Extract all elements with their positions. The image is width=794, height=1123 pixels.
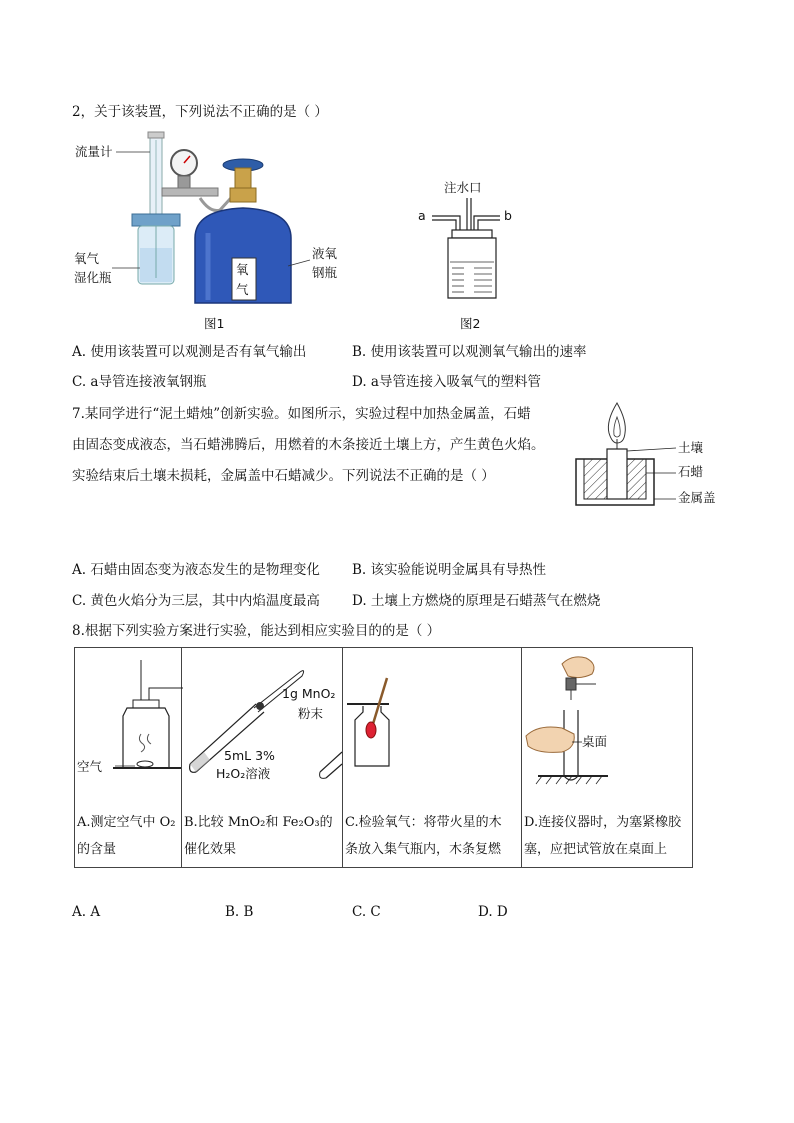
- q8-option-b: B. B: [225, 904, 254, 920]
- cell-b-drawing: [182, 648, 342, 805]
- q2-option-a: A. 使用该装置可以观测是否有氧气输出: [72, 344, 307, 360]
- mno2-label: 1g MnO₂: [282, 686, 336, 701]
- cell-a-caption: [75, 805, 181, 867]
- q7-line-1: 7.某同学进行“泥土蜡烛”创新实验。如图所示，实验过程中加热金属盖，石蜡: [72, 406, 531, 422]
- cylinder-label-2: 钢瓶: [312, 265, 338, 280]
- cell-c-drawing: [343, 648, 521, 805]
- q7-line-3: 实验结束后土壤未损耗，金属盖中石蜡减少。下列说法不正确的是（ ）: [72, 468, 495, 484]
- q2-option-d: D. a导管连接入吸氧气的塑料管: [352, 374, 541, 390]
- q2-figure-1: [70, 128, 360, 338]
- cell-a-caption-2: 的含量: [77, 842, 117, 857]
- q8-option-d: D. D: [478, 904, 508, 920]
- cell-b-figure: [182, 648, 342, 805]
- tube-b-label: b: [504, 208, 512, 223]
- q2-option-c: C. a导管连接液氧钢瓶: [72, 374, 207, 390]
- q2-stem: 2，关于该装置，下列说法不正确的是（ ）: [72, 104, 328, 120]
- q8-stem: 8.根据下列实验方案进行实验，能达到相应实验目的的是（ ）: [72, 623, 441, 639]
- cell-d-drawing: [522, 648, 692, 805]
- q7-line-2: 由固态变成液态，当石蜡沸腾后，用燃着的木条接近土壤上方，产生黄色火焰。: [72, 437, 545, 453]
- q7-option-c: C. 黄色火焰分为三层，其中内焰温度最高: [72, 593, 320, 609]
- h2o2-solution-label: H₂O₂溶液: [216, 766, 271, 781]
- q7-figure-mud-candle: [572, 403, 732, 513]
- cell-c-caption-2: 条放入集气瓶内，木条复燃: [345, 842, 502, 857]
- q7-option-a: A. 石蜡由固态变为液态发生的是物理变化: [72, 562, 320, 578]
- tube-a-label: a: [418, 208, 426, 223]
- cylinder-label-1: 液氧: [312, 246, 338, 261]
- soil-label: 土壤: [678, 440, 704, 455]
- cell-d-figure: [522, 648, 692, 805]
- cell-a-drawing: [75, 648, 181, 805]
- cylinder-tag-1: 氧: [236, 262, 249, 277]
- humidifier-label-2: 湿化瓶: [74, 270, 112, 285]
- water-inlet-label: 注水口: [444, 180, 482, 195]
- cell-d-caption-2: 塞，应把试管放在桌面上: [524, 842, 668, 857]
- cell-a-caption-1: A.测定空气中 O₂: [77, 815, 176, 830]
- air-label: 空气: [77, 759, 103, 774]
- cell-b-caption-2: 催化效果: [184, 842, 237, 857]
- table-surface-label: 桌面: [582, 734, 608, 749]
- cell-d-caption: [522, 805, 692, 867]
- figure-1-caption: 图1: [204, 316, 225, 331]
- q2-figure-2: [412, 178, 532, 338]
- q8-experiment-table: [74, 647, 693, 868]
- humidifier-label-1: 氧气: [74, 251, 100, 266]
- q2-option-b: B. 使用该装置可以观测氧气输出的速率: [352, 344, 587, 360]
- q7-option-b: B. 该实验能说明金属具有导热性: [352, 562, 547, 578]
- h2o2-volume-label: 5mL 3%: [224, 748, 275, 763]
- cell-c-caption: [343, 805, 521, 867]
- cell-b-caption: [182, 805, 342, 867]
- cell-b-caption-1: B.比较 MnO₂和 Fe₂O₃的: [184, 815, 333, 830]
- cell-c-caption-1: C.检验氧气：将带火星的木: [345, 815, 502, 830]
- q7-option-d: D. 土壤上方燃烧的原理是石蜡蒸气在燃烧: [352, 593, 601, 609]
- wax-label: 石蜡: [678, 464, 704, 479]
- cylinder-tag-2: 气: [236, 282, 249, 297]
- cell-c-figure: [343, 648, 521, 805]
- metal-lid-label: 金属盖: [678, 490, 716, 505]
- q8-option-c: C. C: [352, 904, 381, 920]
- q8-option-a: A. A: [72, 904, 101, 920]
- cell-d-caption-1: D.连接仪器时，为塞紧橡胶: [524, 815, 682, 830]
- powder-label: 粉末: [298, 706, 324, 721]
- figure-2-caption: 图2: [460, 316, 481, 331]
- flowmeter-label: 流量计: [75, 144, 113, 159]
- cell-a-figure: [75, 648, 181, 805]
